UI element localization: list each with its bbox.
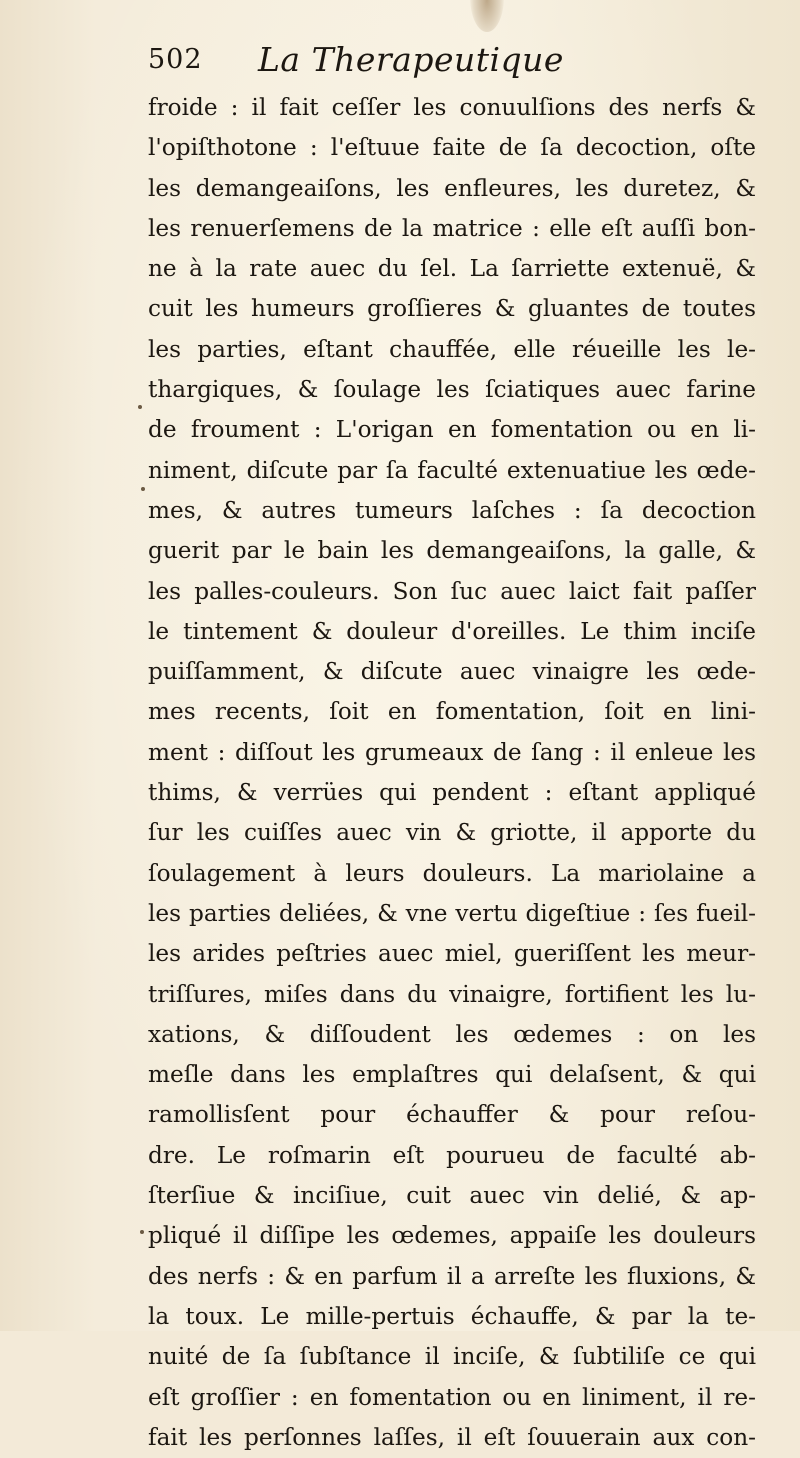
text-line: xations, & diſſoudent les œdemes : on les <box>148 1020 756 1048</box>
text-line: ſoulagement à leurs douleurs. La mariolaine a <box>148 859 756 887</box>
text-line: ſterſiue & inciſiue, cuit auec vin delié, & ap- <box>148 1182 756 1210</box>
text-line: ramollisſent pour échauffer & pour reſou- <box>148 1101 756 1129</box>
text-line: les arides peſtries auec miel, gueriſſent les meur- <box>148 940 756 968</box>
text-line: dre. Le roſmarin eſt pourueu de faculté ab- <box>148 1141 756 1169</box>
text-line: cuit les humeurs groſſieres & gluantes de toutes <box>148 295 756 323</box>
ink-stain <box>470 0 504 32</box>
text-line: thargiques, & ſoulage les ſciatiques auec farine <box>148 376 756 404</box>
text-line: guerit par le bain les demangeaiſons, la galle, & <box>148 537 756 565</box>
page-header <box>148 40 708 90</box>
text-line: les parties deliées, & vne vertu digeſtiue : ſes fueil- <box>148 899 756 927</box>
text-line: de froument : L'origan en fomentation ou en li- <box>148 416 756 444</box>
text-line: les palles-couleurs. Son ſuc auec laict fait paſſer <box>148 577 756 605</box>
running-title: La Therapeutique <box>258 40 564 79</box>
text-line: les demangeaiſons, les enfleures, les duretez, & <box>148 174 756 202</box>
text-line: le tintement & douleur d'oreilles. Le thim inciſe <box>148 617 756 645</box>
text-line: l'opiſthotone : l'eſtuue faite de ſa decoction, oſte <box>148 134 756 162</box>
margin-mark <box>140 1230 144 1234</box>
text-line: nuité de ſa ſubſtance il inciſe, & ſubtiliſe ce qui <box>148 1343 756 1371</box>
text-line: puiſſamment, & diſcute auec vinaigre les œde- <box>148 658 756 686</box>
text-line: des nerfs : & en parfum il a arreſte les fluxions, & <box>148 1262 756 1290</box>
text-line: thims, & verrües qui pendent : eſtant appliqué <box>148 779 756 807</box>
text-line: fait les perſonnes laſſes, il eſt ſouuerain aux con- <box>148 1423 756 1451</box>
text-line: triſſures, miſes dans du vinaigre, fortifient les lu- <box>148 980 756 1008</box>
text-line: les renuerſemens de la matrice : elle eſt auſſi bon- <box>148 214 756 242</box>
text-line: mes recents, ſoit en fomentation, ſoit en lini- <box>148 698 756 726</box>
text-line: niment, diſcute par ſa faculté extenuatiue les œde- <box>148 456 756 484</box>
text-line: la toux. Le mille-pertuis échauffe, & par la te- <box>148 1302 756 1330</box>
page-number: 502 <box>148 44 203 75</box>
text-line: mes, & autres tumeurs laſches : ſa decoction <box>148 496 756 524</box>
text-line: meſle dans les emplaſtres qui delaſsent, & qui <box>148 1061 756 1089</box>
margin-mark <box>138 405 142 409</box>
text-line: eſt groſſier : en fomentation ou en liniment, il re- <box>148 1383 756 1411</box>
text-line: les parties, eſtant chauffée, elle réueille les le- <box>148 335 756 363</box>
body-text <box>148 88 756 1458</box>
text-line: ment : diſſout les grumeaux de ſang : il enleue les <box>148 738 756 766</box>
text-line: pliqué il diſſipe les œdemes, appaiſe les douleurs <box>148 1222 756 1250</box>
text-line: ſur les cuiſſes auec vin & griotte, il apporte du <box>148 819 756 847</box>
text-line: ne à la rate auec du ſel. La ſarriette extenuë, & <box>148 255 756 283</box>
text-line: froide : il fait ceſſer les conuulſions des nerfs & <box>148 94 756 121</box>
margin-mark <box>141 487 145 491</box>
